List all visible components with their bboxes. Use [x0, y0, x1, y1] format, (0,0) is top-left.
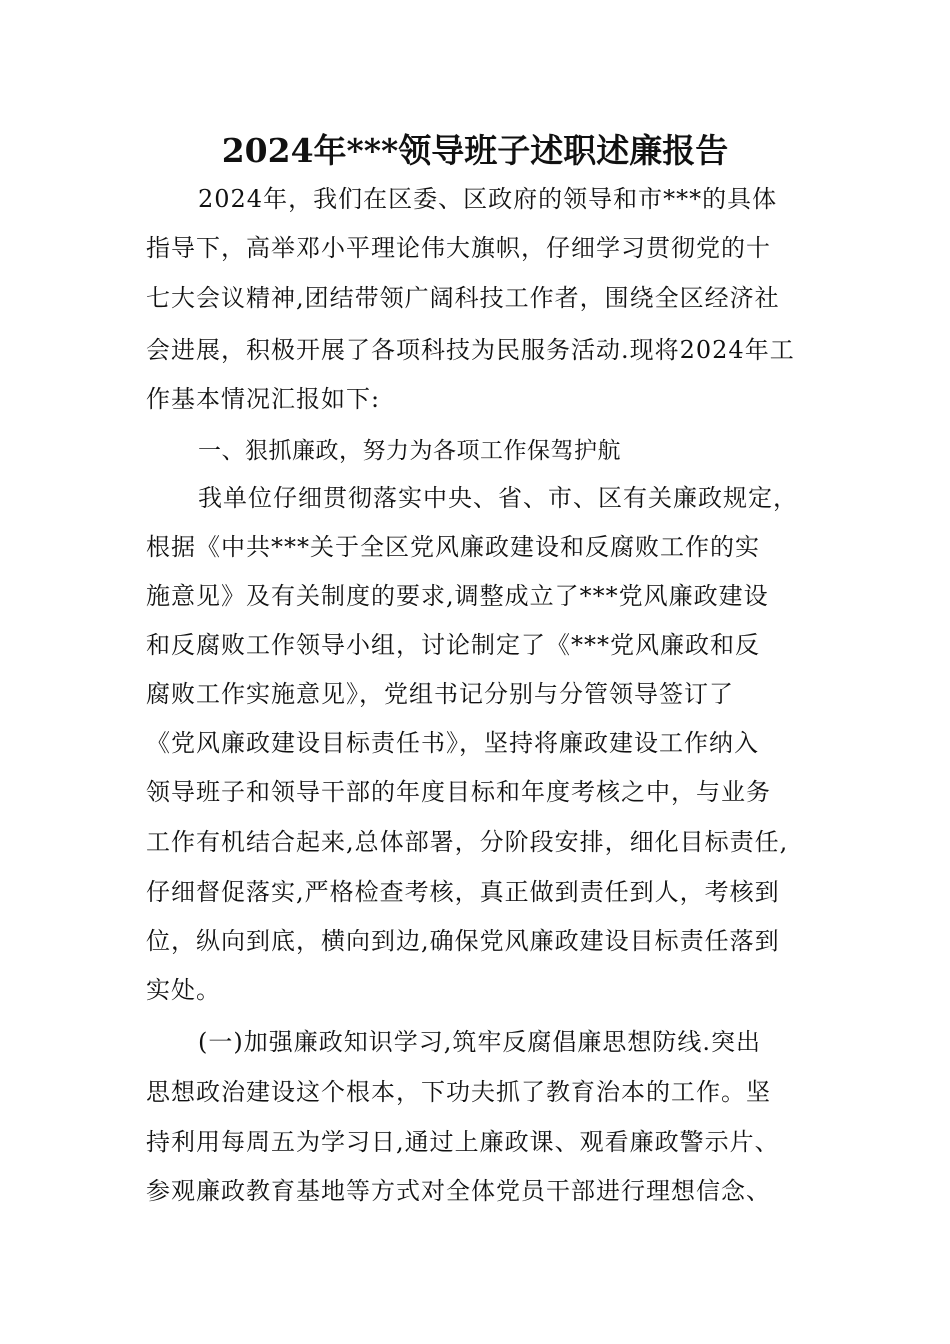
- intro-line-5: 作基本情况汇报如下:: [146, 385, 381, 413]
- section1-line-3: 施意见》及有关制度的要求,调整成立了***党风廉政建设: [146, 582, 769, 610]
- subsection1-line-3: 持利用每周五为学习日,通过上廉政课、观看廉政警示片、: [146, 1128, 780, 1156]
- section1-line-1: 我单位仔细贯彻落实中央、省、市、区有关廉政规定，: [198, 484, 798, 512]
- intro-line-2: 指导下，高举邓小平理论伟大旗帜，仔细学习贯彻党的十: [146, 234, 771, 262]
- section-heading: 一、狠抓廉政，努力为各项工作保驾护航: [198, 438, 621, 464]
- document-title: 2024年***领导班子述职述廉报告: [221, 131, 729, 170]
- subsection1-line-2: 思想政治建设这个根本，下功夫抓了教育治本的工作。坚: [146, 1078, 771, 1106]
- section1-line-6: 《党风廉政建设目标责任书》，坚持将廉政建设工作纳入: [146, 729, 759, 757]
- subsection1-line-1: (一)加强廉政知识学习,筑牢反腐倡廉思想防线.突出: [198, 1028, 761, 1056]
- section1-line-7: 领导班子和领导干部的年度目标和年度考核之中，与业务: [146, 778, 771, 806]
- section1-line-2: 根据《中共***关于全区党风廉政建设和反腐败工作的实: [146, 533, 760, 561]
- section1-line-8: 工作有机结合起来,总体部署，分阶段安排，细化目标责任,: [146, 828, 789, 856]
- section1-line-11: 实处。: [146, 976, 221, 1004]
- intro-line-4: 会进展，积极开展了各项科技为民服务活动.现将2024年工: [146, 336, 795, 364]
- section1-line-10: 位，纵向到底，横向到边,确保党风廉政建设目标责任落到: [146, 927, 780, 955]
- intro-line-1: 2024年，我们在区委、区政府的领导和市***的具体: [198, 185, 778, 213]
- subsection1-line-4: 参观廉政教育基地等方式对全体党员干部进行理想信念、: [146, 1177, 771, 1205]
- intro-line-3: 七大会议精神,团结带领广阔科技工作者，围绕全区经济社: [146, 284, 780, 312]
- section1-line-9: 仔细督促落实,严格检查考核，真正做到责任到人，考核到: [146, 878, 780, 906]
- section1-line-5: 腐败工作实施意见》，党组书记分别与分管领导签订了: [146, 680, 734, 708]
- section1-line-4: 和反腐败工作领导小组，讨论制定了《***党风廉政和反: [146, 631, 760, 659]
